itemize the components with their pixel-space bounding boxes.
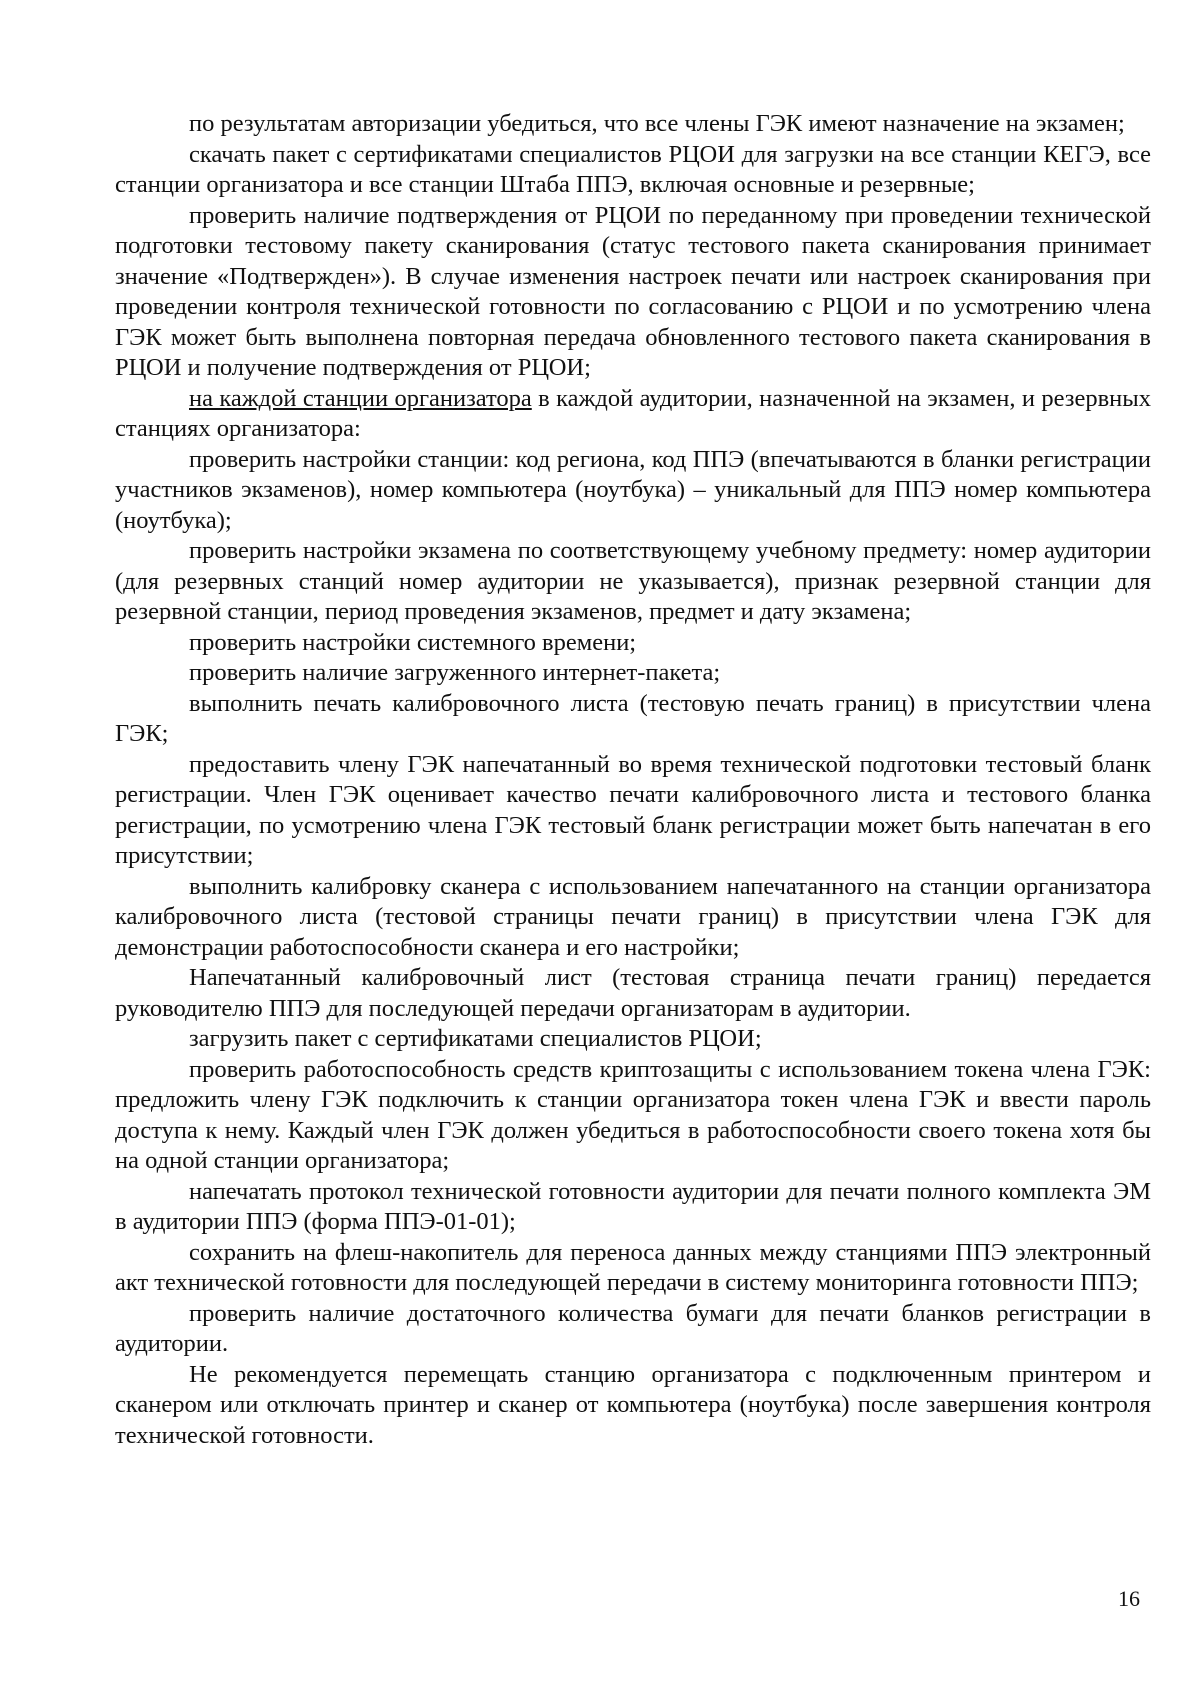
paragraph-download-certificates: скачать пакет с сертификатами специалистов РЦОИ для загрузки на все станции КЕГЭ, все станции организатора и все станции Штаба ППЭ, включая основные и резервные;	[115, 140, 1151, 198]
paragraph-print-protocol: напечатать протокол технической готовности аудитории для печати полного комплекта ЭМ в аудитории ППЭ (форма ППЭ-01-01);	[115, 1177, 1151, 1235]
paragraph-station-settings: проверить настройки станции: код региона, код ППЭ (впечатываются в бланки регистрации участников экзаменов), номер компьютера (ноутбука) – уникальный для ППЭ номер компьютера (ноутбука);	[115, 445, 1151, 534]
paragraph-internet-package: проверить наличие загруженного интернет-пакета;	[189, 659, 721, 686]
underlined-phrase: на каждой станции организатора	[189, 384, 532, 412]
paragraph-continuation: в каждой аудитории, назначенной на экзамен, и резервных станциях организатора:	[115, 384, 1151, 442]
paragraph-calibration-sheet-transfer: Напечатанный калибровочный лист (тестовая страница печати границ) передается руководителю ППЭ для последующей передачи организаторам в аудитории.	[115, 964, 1151, 1022]
paragraph-exam-settings: проверить настройки экзамена по соответствующему учебному предмету: номер аудитории (для резервных станций номер аудитории не указывается), признак резервной станции для резервной станции, период проведения экзаменов, предмет и дату экзамена;	[115, 537, 1151, 625]
paragraph-crypto-check: проверить работоспособность средств криптозащиты с использованием токена члена ГЭК: предложить члену ГЭК подключить к станции организатора токен члена ГЭК и ввести пароль доступа к нему. Каждый член ГЭК должен убедиться в работоспособности своего токена хотя бы на одной станции организатора;	[115, 1055, 1151, 1174]
paragraph-save-act: сохранить на флеш-накопитель для переноса данных между станциями ППЭ электронный акт технической готовности для последующей передачи в систему мониторинга готовности ППЭ;	[115, 1238, 1151, 1296]
paragraph-recommendation: Не рекомендуется перемещать станцию организатора с подключенным принтером и сканером или отключать принтер и сканер от компьютера (ноутбука) после завершения контроля технической готовности.	[115, 1360, 1151, 1449]
paragraph-load-certificates: загрузить пакет с сертификатами специалистов РЦОИ;	[189, 1025, 762, 1052]
paragraph-test-form: предоставить члену ГЭК напечатанный во время технической подготовки тестовый бланк регистрации. Член ГЭК оценивает качество печати калибровочного листа и тестового бланка регистрации, по усмотрению члена ГЭК тестовый бланк регистрации может быть напечатан в его присутствии;	[115, 750, 1151, 869]
paragraph-system-time: проверить настройки системного времени;	[189, 628, 637, 656]
paragraph-check-confirmation: проверить наличие подтверждения от РЦОИ по переданному при проведении технической подготовки тестовому пакету сканирования (статус тестового пакета сканирования принимает значение «Подтвержден»). В случае изменения настроек печати или настроек сканирования при проведении контроля технической готовности по согласованию с РЦОИ и по усмотрению члена ГЭК может быть выполнена повторная передача обновленного тестового пакета сканирования в РЦОИ и получение подтверждения от РЦОИ;	[115, 201, 1151, 381]
paragraph-gek-authorization: по результатам авторизации убедиться, что все члены ГЭК имеют назначение на экзамен;	[189, 110, 1125, 137]
paragraph-calibration-print: выполнить печать калибровочного листа (тестовую печать границ) в присутствии члена ГЭК;	[115, 689, 1151, 747]
document-body	[115, 109, 1151, 1451]
paragraph-check-paper: проверить наличие достаточного количества бумаги для печати бланков регистрации в аудитории.	[115, 1299, 1151, 1357]
paragraph-each-organizer-station	[115, 384, 1151, 445]
paragraph-scanner-calibration: выполнить калибровку сканера с использованием напечатанного на станции организатора калибровочного листа (тестовой страницы печати границ) в присутствии члена ГЭК для демонстрации работоспособности сканера и его настройки;	[115, 872, 1151, 961]
page-number: 16	[1118, 1586, 1140, 1611]
